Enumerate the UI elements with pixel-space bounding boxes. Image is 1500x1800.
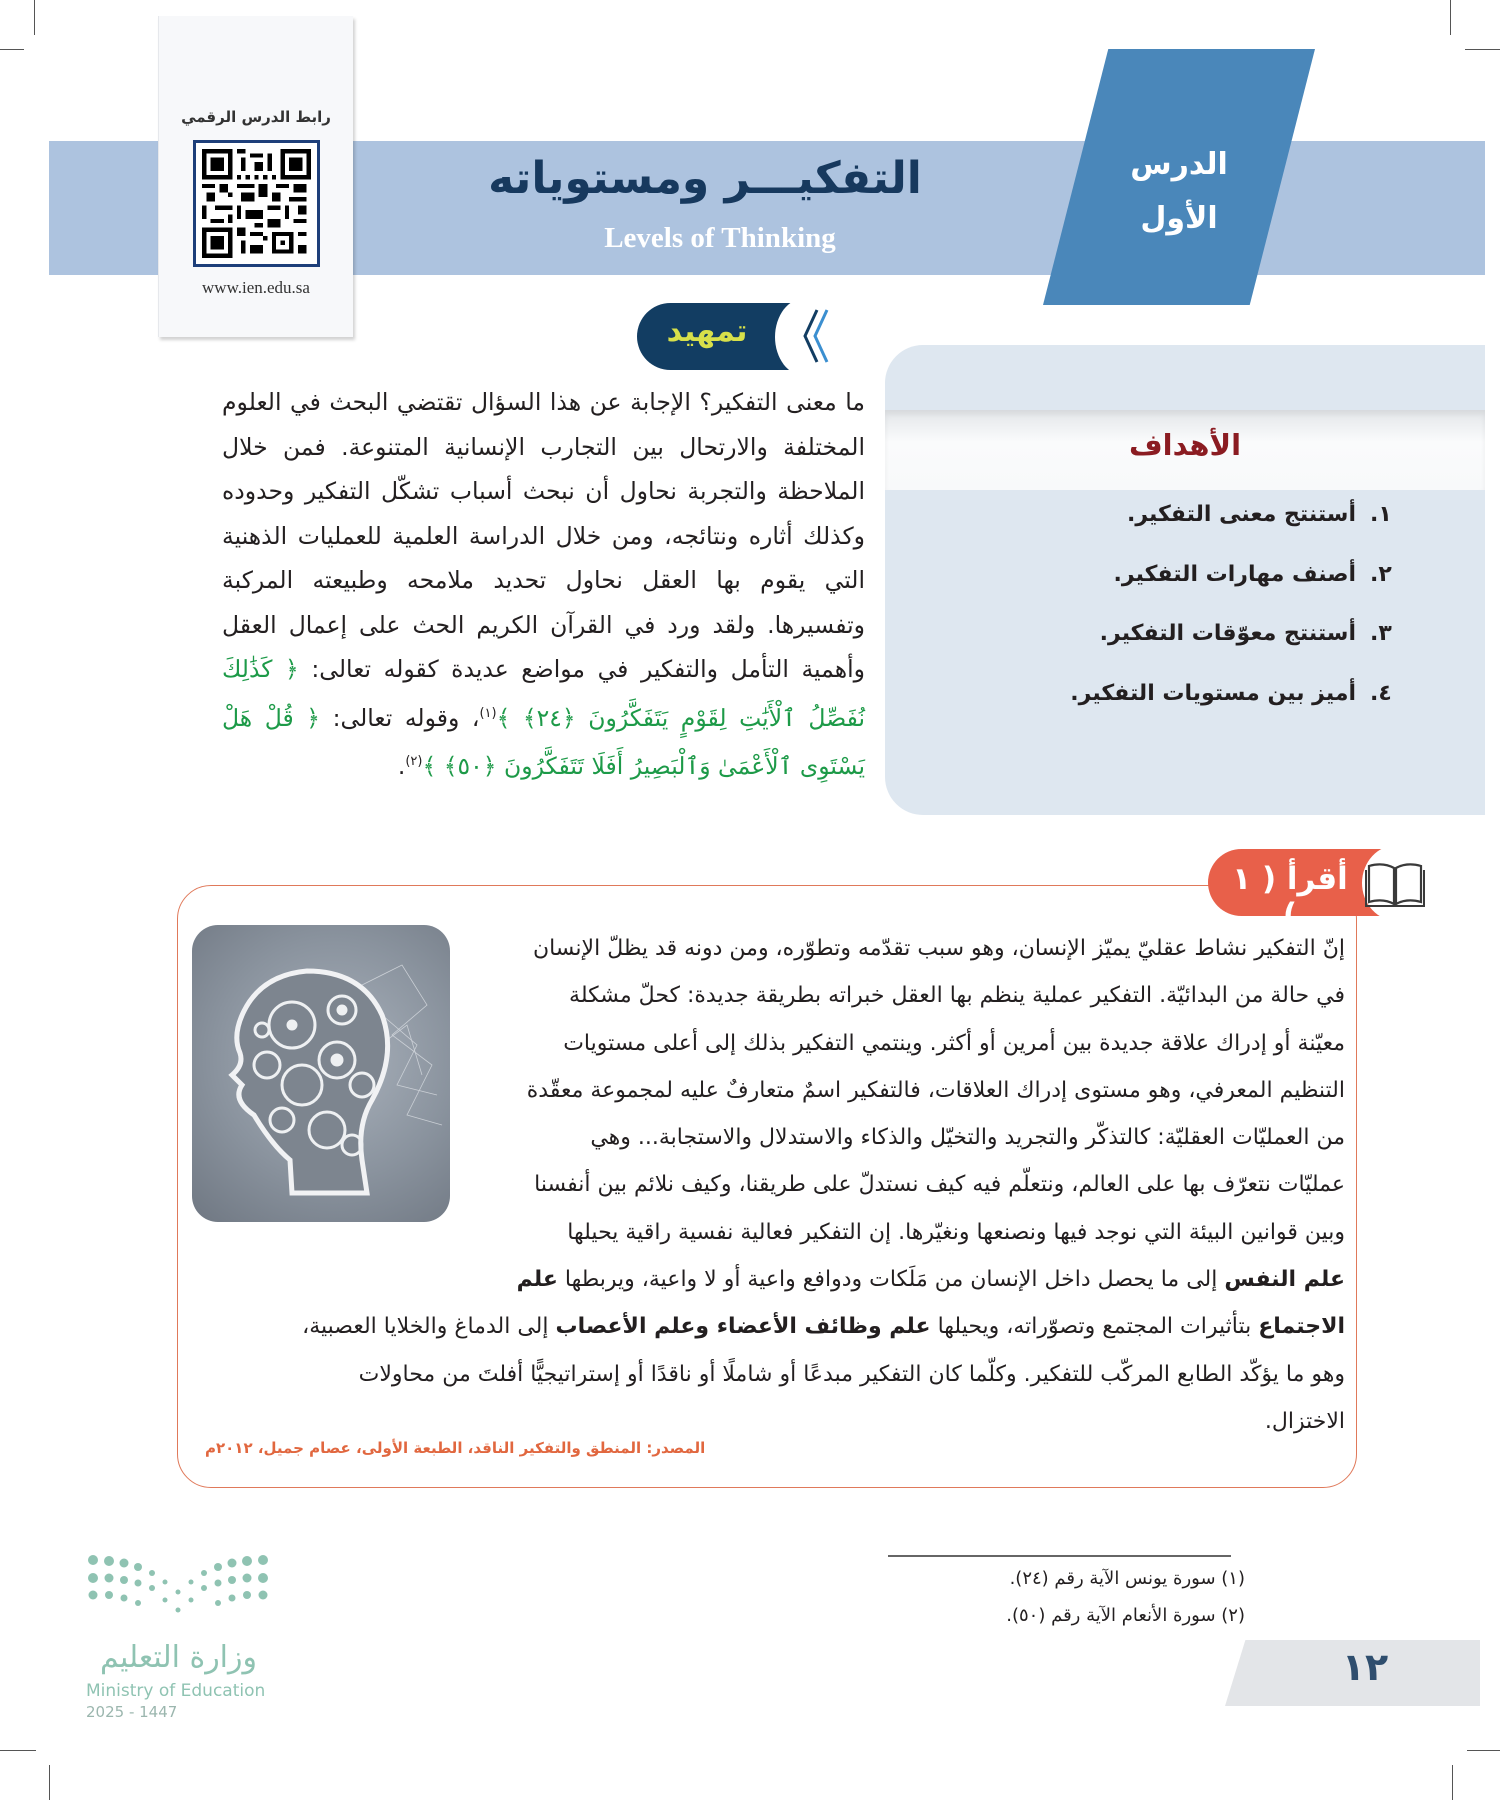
goal-number: ٢. [1370,562,1392,587]
double-chevron-icon [795,306,835,366]
reading-line: عمليّات نتعرّف بها على العالم، ونتعلّم فيه كيف نستدلّ على طريقنا، وكيف نلائم بين أنفسنا [534,1172,1345,1198]
page-subtitle-en: Levels of Thinking [604,222,836,254]
goals-box [885,345,1485,815]
crop-mark [34,0,35,35]
lesson-tag-line1: الدرس [1130,147,1228,182]
reading-line: وهو ما يؤكّد الطابع المركّب للتفكير. وكلّما كان التفكير مبدعًا أو شاملًا أو ناقدًا أو إستراتيجيًّا أفلتَ من محاولات [358,1361,1345,1387]
intro-period: . [397,751,406,780]
goal-item [885,681,1485,706]
reading-line: في حالة من البدائيّة. التفكير عملية ينظم بها العقل خبراته بطريقة جديدة: كحلّ مشكلة [569,983,1345,1009]
quran-verse-2: ﴿ قُلْ هَلْ يَسْتَوِى ٱلْأَعْمَىٰ وَٱلْبَصِيرُ أَفَلَا تَتَفَكَّرُونَ ﴿٥٠﴾ ﴾ [222,703,865,780]
qr-code-icon[interactable] [193,140,320,267]
reading-line: معيّنة أو إدراك علاقة جديدة بين أمرين أو أكثر. وينتمي التفكير بذلك إلى أعلى مستويات [563,1030,1345,1056]
intro-badge-label: تمهيد [666,314,748,349]
goal-item [885,502,1485,527]
reading-text-span: إلى ما يحصل داخل الإنسان من مَلَكات ودوافع واعية أو لا واعية، ويربطها [557,1267,1225,1293]
intro-text-middle: ، وقوله تعالى: [320,703,480,732]
ministry-name-en: Ministry of Education [86,1681,266,1701]
crop-mark [0,1750,36,1751]
goal-text: أستنتج معوّقات التفكير. [1099,621,1356,646]
intro-text: ما معنى التفكير؟ الإجابة عن هذا السؤال تقتضي البحث في العلوم المختلفة والارتحال بين التجارب الإنسانية المتنوعة. فمن خلال الملاحظة والتجربة نحاول أن نبحث أسباب تشكّل التفكير وحدوده وكذلك أثاره ونتائجه، ومن خلال الدراسة العلمية للعمليات الذهنية التي يقوم بها العقل نحاول تحديد ملامحه وطبيعته المركبة وتفسيرها. ولقد ورد في القرآن الكريم الحث على إعمال العقل وأهمية التأمل والتفكير في مواضع عديدة كقوله تعالى: [222,388,865,683]
reading-line: من العمليّات العقليّة: كالتذكّر والتجريد والتخيّل والذكاء والاستدلال والاستجابة... وهي [590,1125,1345,1151]
term-psychology: علم النفس [1224,1267,1345,1293]
footnote-ref-1[interactable]: (١) [479,705,497,721]
footnote-2: (٢) سورة الأنعام الآية رقم (٥٠). [1006,1605,1245,1626]
intro-paragraph [222,380,865,788]
reading-badge-label: أقرأ ( ١ ) [1232,861,1348,933]
goals-header [885,410,1485,490]
crop-mark [1450,0,1451,35]
footnote-divider [888,1555,1231,1557]
reading-line: الاختزال. [1264,1408,1345,1434]
quran-verse-1: ﴿ كَذَٰلِكَ نُفَصِّلُ ٱلْأَيَٰتِ لِقَوْمٍ يَتَفَكَّرُونَ ﴿٢٤﴾ ﴾ [222,655,865,732]
reading-line: إنّ التفكير نشاط عقليّ يميّز الإنسان، وهو سبب تقدّمه وتطوّره، ومن دونه قد يظلّ الإنسان [532,936,1345,961]
goal-text: أميز بين مستويات التفكير. [1070,681,1356,706]
goal-item [885,621,1485,646]
goal-text: أصنف مهارات التفكير. [1113,562,1356,587]
goals-title: الأهداف [1128,428,1242,462]
reading-text-span: بتأثيرات المجتمع وتصوّراته، ويحيلها [930,1314,1259,1340]
open-book-icon [1365,858,1425,910]
term-sociology-part2: الاجتماع [1258,1314,1345,1340]
reading-line: وبين قوانين البيئة التي نوجد فيها ونصنعها ونغيّرها. إن التفكير فعالية نفسية راقية يحيلها [567,1219,1345,1245]
reading-line [205,1303,1345,1350]
footnote-ref-2[interactable]: (٢) [405,753,423,769]
crop-mark [1467,1750,1500,1751]
lesson-tag-line2: الأول [1140,201,1218,236]
reading-line [205,1256,1345,1303]
reading-text-span: إلى الدماغ والخلايا العصبية، [302,1314,556,1340]
ministry-logo-icon [88,1555,268,1615]
page-number: ١٢ [1341,1645,1389,1689]
goal-item [885,562,1485,587]
reading-text [205,925,1345,1445]
goal-text: أستنتج معنى التفكير. [1126,502,1356,527]
crop-mark [1452,1765,1453,1800]
ministry-name-ar: وزارة التعليم [99,1640,257,1675]
qr-url-link[interactable]: www.ien.edu.sa [202,278,310,297]
qr-card[interactable] [158,16,353,337]
goal-number: ٤. [1370,681,1392,706]
term-sociology-part1: علم [516,1267,558,1293]
goal-number: ١. [1370,502,1392,527]
reading-source: المصدر: المنطق والتفكير الناقد، الطبعة الأولى، عصام جميل، ٢٠١٢م [205,1439,706,1457]
term-physiology-neuroscience: علم وظائف الأعضاء وعلم الأعصاب [555,1314,931,1340]
crop-mark [1465,49,1500,50]
qr-label: رابط الدرس الرقمي [181,108,331,126]
reading-line: التنظيم المعرفي، وهو مستوى إدراك العلاقات، فالتفكير اسمٌ متعارفٌ عليه لمجموعة معقّدة [526,1077,1345,1103]
crop-mark [0,49,24,50]
goal-number: ٣. [1370,621,1392,646]
page-title: التفكيـــر ومستوياته [488,153,922,204]
crop-mark [49,1765,50,1800]
edition-year: 2025 - 1447 [86,1703,178,1721]
lesson-tag [1043,49,1315,305]
footnote-1: (١) سورة يونس الآية رقم (٢٤). [1009,1568,1245,1589]
